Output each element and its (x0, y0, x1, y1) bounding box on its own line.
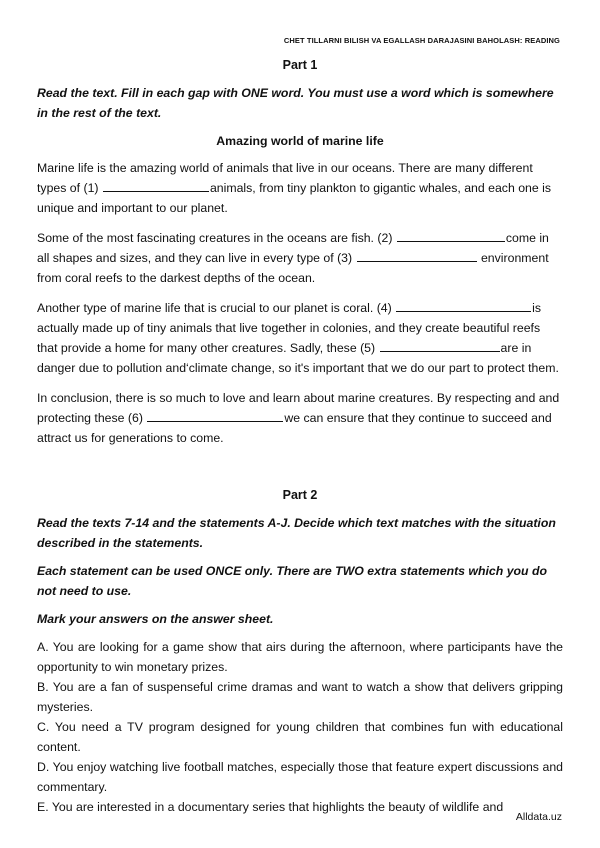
part2-instruction-2: Each statement can be used ONCE only. There are TWO extra statements which you do not need to use. (37, 564, 547, 598)
part2-title: Part 2 (282, 488, 318, 502)
paragraph-text: In conclusion, there is so much to love and learn about marine creatures. By respecting and and protecting these (6) (37, 391, 560, 425)
paragraph-text: Some of the most fascinating creatures in the oceans are fish. (2) (37, 231, 396, 245)
paragraph-text: we can ensure that they continue to succeed and attract us for generations to come. (37, 411, 552, 445)
exam-header: CHET TILLARNI BILISH VA EGALLASH DARAJASINI BAHOLASH: READING (283, 36, 560, 45)
part1-title: Part 1 (282, 58, 318, 72)
part1-instruction: Read the text. Fill in each gap with ONE word. You must use a word which is somewhere in the rest of the text. (37, 86, 554, 120)
gap-1-blank[interactable] (103, 178, 209, 192)
paragraph-3 (37, 298, 563, 378)
gap-3-blank[interactable] (357, 248, 477, 262)
paragraph-text: is actually made up of tiny animals that live together in colonies, and they create beautiful reefs that provide a home for many other creatures. Sadly, these (5) (37, 301, 542, 355)
gap-2-blank[interactable] (397, 228, 505, 242)
paragraph-text: are in danger due to pollution and‘climate change, so it's important that we do our part to protect them. (37, 341, 559, 375)
content (37, 55, 563, 817)
statement-c: C. You need a TV program designed for young children that combines fun with educational content. (37, 720, 563, 754)
paragraph-text: come in all shapes and sizes, and they can live in every type of (3) (37, 231, 549, 265)
part2-instruction-3: Mark your answers on the answer sheet. (37, 612, 274, 626)
section-spacer (37, 458, 563, 485)
paragraph-2 (37, 228, 563, 288)
paragraph-text: Marine life is the amazing world of animals that live in our oceans. There are many different types of (1) (37, 161, 533, 195)
gap-5-blank[interactable] (380, 338, 500, 352)
paragraph-4 (37, 388, 563, 448)
statement-e: E. You are interested in a documentary series that highlights the beauty of wildlife and (37, 800, 504, 814)
part2-instruction-1: Read the texts 7-14 and the statements A-J. Decide which text matches with the situation described in the statements. (37, 516, 556, 550)
source-watermark: Alldata.uz (515, 811, 562, 823)
statement-b: B. You are a fan of suspenseful crime dramas and want to watch a show that delivers gripping mysteries. (37, 680, 563, 714)
statement-a: A. You are looking for a game show that airs during the afternoon, where participants have the opportunity to win monetary prizes. (37, 640, 563, 674)
gap-4-blank[interactable] (396, 298, 531, 312)
paragraph-text: Another type of marine life that is crucial to our planet is coral. (4) (37, 301, 396, 315)
paragraph-text: environment from coral reefs to the darkest depths of the ocean. (37, 251, 549, 285)
statement-d: D. You enjoy watching live football matches, especially those that feature expert discussions and commentary. (37, 760, 563, 794)
paragraph-text: animals, from tiny plankton to gigantic whales, and each one is unique and important to our planet. (37, 181, 552, 215)
text-title: Amazing world of marine life (216, 134, 384, 148)
paragraph-1 (37, 158, 563, 218)
gap-6-blank[interactable] (147, 408, 283, 422)
